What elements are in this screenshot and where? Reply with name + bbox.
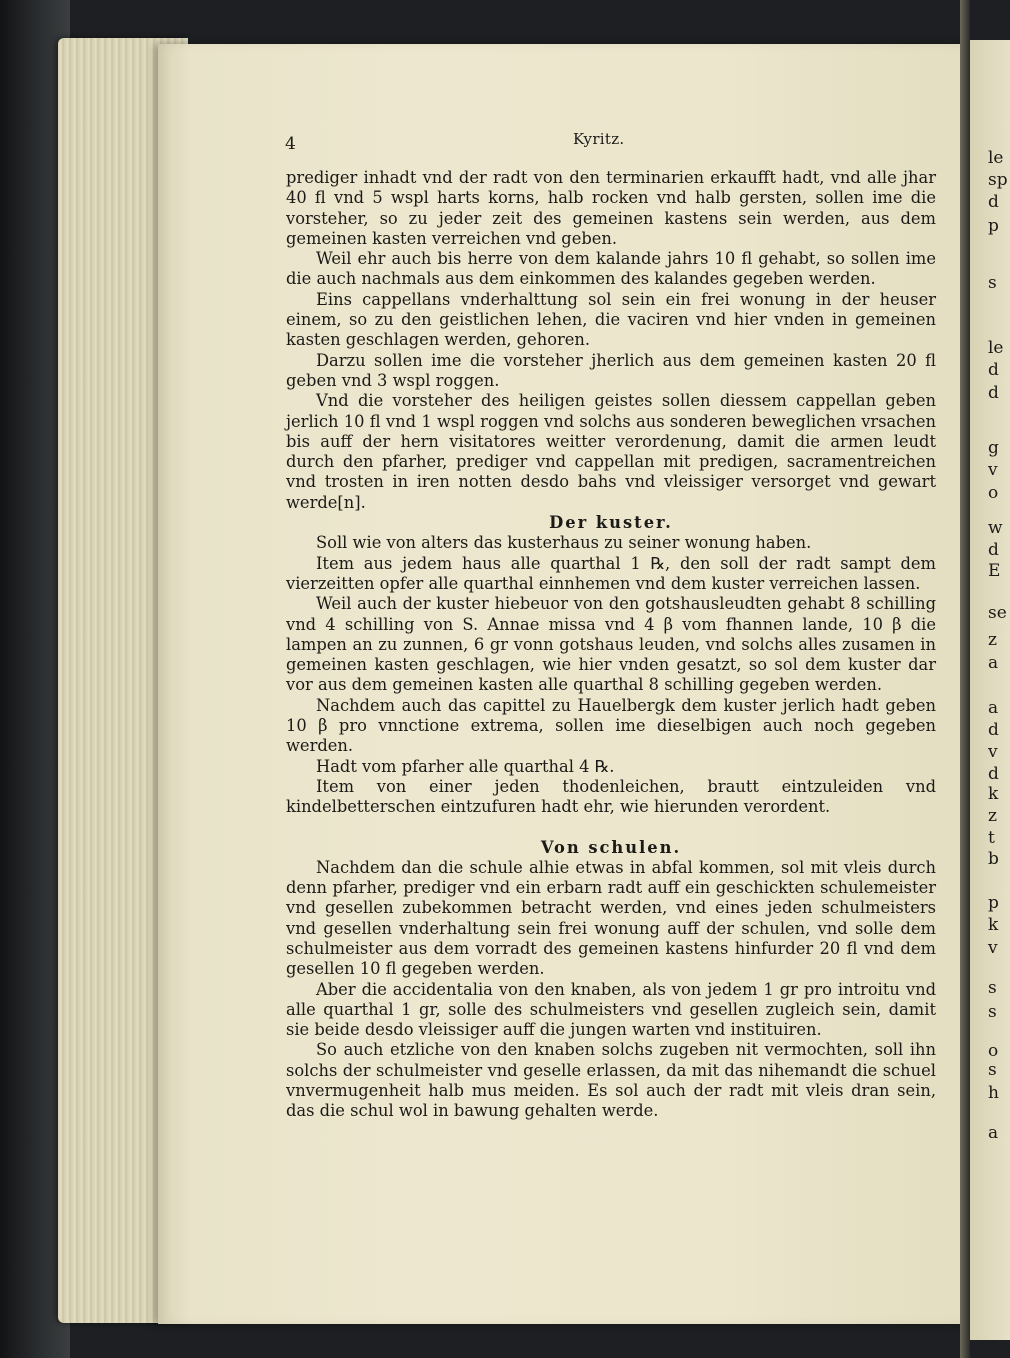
- facing-page-fragment: d: [988, 360, 999, 380]
- facing-page-fragment: w: [988, 518, 1003, 538]
- section-heading-schulen: Von schulen.: [540, 837, 682, 857]
- facing-page-fragment: d: [988, 192, 999, 212]
- section-gap: [286, 818, 936, 838]
- facing-page-fragment: le: [988, 148, 1004, 168]
- facing-page-fragment: d: [988, 383, 999, 403]
- facing-page-edge: [970, 40, 1010, 1340]
- facing-page-fragment: v: [988, 938, 998, 958]
- paragraph: prediger inhadt vnd der radt von den terminarien erkaufft hadt, vnd alle jhar 40 fl vnd 5 wspl harts korns, halb rocken vnd halb gersten, sollen ime die vorsteher, so zu jeder zeit des gemeinen kastens sein werden, aus dem gemeinen kasten verreichen vnd geben.: [286, 168, 936, 248]
- facing-page-fragment: o: [988, 483, 999, 503]
- facing-page-fragment: s: [988, 1060, 997, 1080]
- section-heading-kuster: Der kuster.: [549, 513, 673, 533]
- paragraph: Nachdem dan die schule alhie etwas in abfal kommen, sol mit vleis durch denn pfarher, prediger vnd ein erbarn radt auff ein geschickten schulemeister vnd gesellen zubekommen betracht werden, vnd eines jeden schulmeisters vnd gesellen vnderhaltung sein frei wonung auff der schulen, vnd solle dem schulmeister aus dem vorradt des gemeinen kastens hinfurder 20 fl vnd dem gesellen 10 fl gegeben werden.: [286, 857, 936, 979]
- paragraph: So auch etzliche von den knaben solchs zugeben nit vermochten, soll ihn solchs der schulmeister vnd geselle erlassen, da mit das nihemandt die schuel vnvermugenheit halb mus meiden. Es sol auch der radt mit vleis dran sein, das die schul wol in bawung gehalten werde.: [286, 1040, 936, 1121]
- facing-page-fragment: v: [988, 460, 998, 480]
- facing-page-fragment: g: [988, 438, 999, 458]
- paragraph: Vnd die vorsteher des heiligen geistes sollen diessem cappellan geben jerlich 10 fl vnd 1 wspl roggen vnd solchs aus sonderen beweglichen vrsachen bis auff der hern visitatores weitter verordenung, damit die armen leudt durch den pfarher, prediger vnd cappellan mit predigen, sacramentreichen vnd trosten in iren notten desdo bahs vnd vleissiger versorget vnd gewart werde[n].: [286, 391, 936, 512]
- page-body: [286, 168, 936, 1122]
- facing-page-fragment: d: [988, 720, 999, 740]
- running-title: Kyritz.: [573, 130, 625, 148]
- facing-page-fragment: a: [988, 1123, 999, 1143]
- facing-page-fragment: z: [988, 630, 997, 650]
- book-gutter: [960, 0, 970, 1358]
- facing-page-fragment: sp: [988, 170, 1008, 190]
- paragraph: Nachdem auch das capittel zu Hauelbergk dem kuster jerlich hadt geben 10 β pro vnnctione extrema, sollen ime dieselbigen auch noch gegeben werden.: [286, 695, 936, 756]
- facing-page-fragment: s: [988, 978, 997, 998]
- facing-page-fragment: b: [988, 849, 999, 869]
- paragraph: Darzu sollen ime die vorsteher jherlich aus dem gemeinen kasten 20 fl geben vnd 3 wspl roggen.: [286, 350, 936, 390]
- paragraph: Weil auch der kuster hiebeuor von den gotshausleudten gehabt 8 schilling vnd 4 schilling von S. Annae missa vnd 4 β vom fhannen lande, 10 β die lampen an zu zunnen, 6 gr vonn gotshaus leuden, vnd solchs alles zusamen in gemeinen kasten geschlagen, wie hier vnden gesatzt, so sol dem kuster dar vor aus dem gemeinen kasten alle quarthal 8 schilling gegeben werden.: [286, 594, 936, 695]
- paragraph: Weil ehr auch bis herre von dem kalande jahrs 10 fl gehabt, so sollen ime die auch nachmals aus dem einkommen des kalandes gegeben werden.: [286, 249, 936, 289]
- paragraph: Aber die accidentalia von den knaben, als von jedem 1 gr pro introitu vnd alle quarthal 1 gr, solle des schulmeisters vnd gesellen zugleich sein, damit sie beide desdo vleissiger auff die jungen warten vnd instituiren.: [286, 979, 936, 1040]
- paragraph: Item aus jedem haus alle quarthal 1 ℞, den soll der radt sampt dem vierzeitten opfer alle quarthal einnhemen vnd dem kuster verreichen lassen.: [286, 553, 936, 593]
- paragraph: Item von einer jeden thodenleichen, brautt eintzuleiden vnd kindelbetterschen eintzufuren hadt ehr, wie hierunden verordent.: [286, 776, 936, 817]
- facing-page-fragment: p: [988, 216, 999, 236]
- facing-page-fragment: p: [988, 893, 999, 913]
- facing-page-fragment: a: [988, 698, 999, 718]
- facing-page-fragment: h: [988, 1083, 999, 1103]
- facing-page-fragment: t: [988, 828, 995, 848]
- facing-page-fragment: v: [988, 742, 998, 762]
- facing-page-fragment: z: [988, 806, 997, 826]
- facing-page-fragment: d: [988, 764, 999, 784]
- facing-page-fragment: o: [988, 1041, 999, 1061]
- facing-page-fragment: k: [988, 784, 999, 804]
- facing-page-fragment: d: [988, 540, 999, 560]
- facing-page-fragment: se: [988, 603, 1007, 623]
- facing-page-fragment: le: [988, 338, 1004, 358]
- facing-page-fragment: a: [988, 653, 999, 673]
- facing-page-fragment: s: [988, 273, 997, 293]
- facing-page-fragment: s: [988, 1002, 997, 1022]
- paragraph: Hadt vom pfarher alle quarthal 4 ℞.: [316, 756, 615, 776]
- page-header: [285, 130, 935, 154]
- paragraph: Soll wie von alters das kusterhaus zu seiner wonung haben.: [316, 533, 812, 553]
- facing-page-fragment: E: [988, 561, 1001, 581]
- page-number: 4: [285, 134, 296, 154]
- paragraph: Eins cappellans vnderhalttung sol sein ein frei wonung in der heuser einem, so zu den geistlichen lehen, die vaciren vnd hier vnden in gemeinen kasten geschlagen werden, gehoren.: [286, 289, 936, 350]
- facing-page-fragment: k: [988, 915, 999, 935]
